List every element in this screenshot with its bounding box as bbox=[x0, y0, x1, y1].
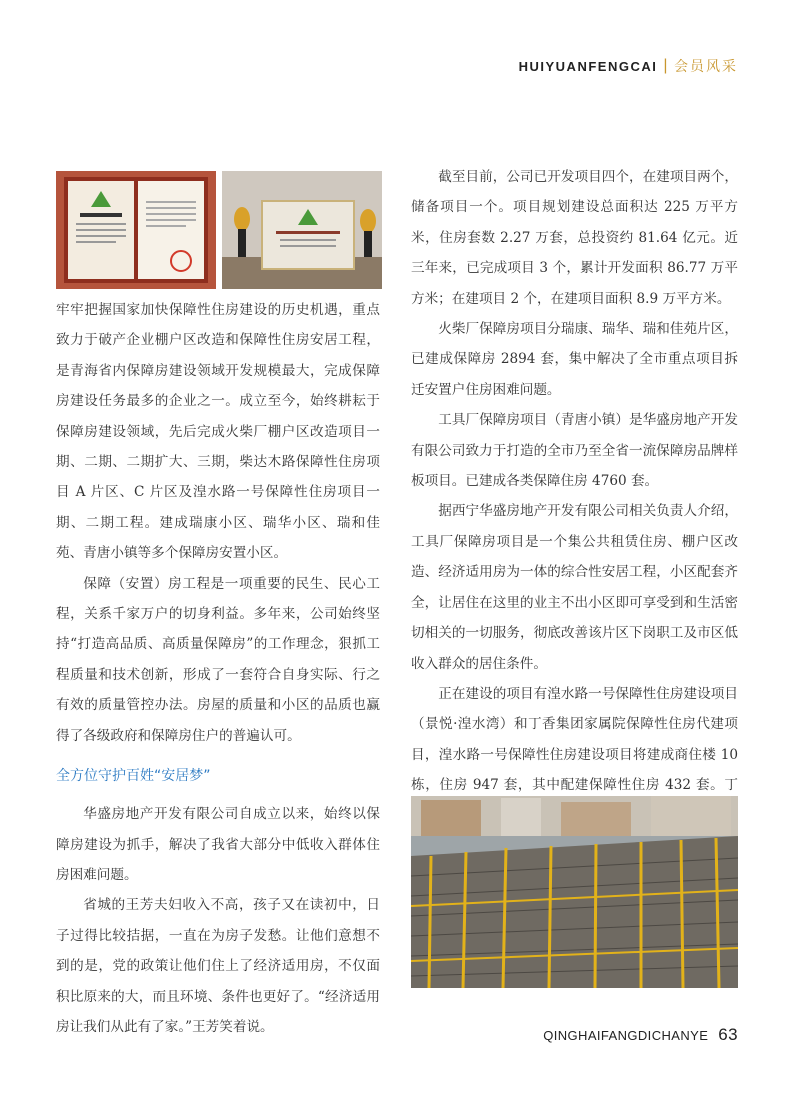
running-header bbox=[519, 56, 738, 76]
section-heading: 全方位守护百姓“安居梦” bbox=[56, 768, 211, 785]
header-column-name: 会员风采 bbox=[674, 58, 738, 74]
paragraph: 据西宁华盛房地产开发有限公司相关负责人介绍，工具厂保障房项目是一个集公共租赁住房、棚户区改造、经济适用房为一体的综合性安居工程，小区配套齐全，让居住在这里的业主不出小区即可享受到和生活密切相关的一切服务，彻底改善该片区下岗职工及市区低收入群众的居住条件。 bbox=[411, 503, 738, 672]
header-column-name-latin: HUIYUANFENGCAI bbox=[518, 58, 658, 74]
paragraph: 牢牢把握国家加快保障性住房建设的历史机遇，重点致力于破产企业棚户区改造和保障性住房安居工程，是青海省内保障房建设领域开发规模最大，完成保障房建设任务最多的企业之一。成立至今，始终耕耘于保障房建设领域，先后完成火柴厂棚户区改造项目一期、二期、二期扩大、三期，柴达木路保障性住房项目 A 片区、C 片区及湟水路一号保障性住房项目一期、二期工程。建成瑞康小区、瑞华小区、瑞和佳苑、青唐小镇等多个保障房安置小区。 bbox=[56, 302, 380, 562]
magazine-name: QINGHAIFANGDICHANYE bbox=[543, 1028, 709, 1043]
paragraph: 保障（安置）房工程是一项重要的民生、民心工程，关系千家万户的切身利益。多年来，公司始终坚持“打造高品质、高质量保障房”的工作理念，狠抓工程质量和技术创新，形成了一套符合自身实际、行之有效的质量管控办法。房屋的质量和小区的品质也赢得了各级政府和保障房住户的普遍认可。 bbox=[56, 575, 380, 744]
left-text-column bbox=[56, 295, 380, 1042]
paragraph: 华盛房地产开发有限公司自成立以来，始终以保障房建设为抓手，解决了我省大部分中低收入群体住房困难问题。 bbox=[56, 806, 380, 883]
paragraph: 正在建设的项目有湟水路一号保障性住房建设项目（景悦·湟水湾）和丁香集团家属院保障性住房代建项目，湟水路一号保障性住房建设项目将建成商住楼 10 栋，住房 947 套，其中配建保障性住房 432 套。丁 bbox=[411, 685, 738, 794]
page-number: 63 bbox=[718, 1025, 738, 1044]
construction-site-photo bbox=[411, 796, 738, 988]
right-text-column bbox=[411, 162, 738, 831]
paragraph: 工具厂保障房项目（青唐小镇）是华盛房地产开发有限公司致力于打造的全市乃至全省一流保障房品牌样板项目。已建成各类保障住房 4760 套。 bbox=[411, 412, 738, 490]
paragraph: 截至目前，公司已开发项目四个，在建项目两个，储备项目一个。项目规划建设总面积达 225 万平方米，住房套数 2.27 万套，总投资约 81.64 亿元。近三年来，已完成项目 3 个，累计开发面积 86.77 万平方米；在建项目 2 个，在建项目面积 8.9 万平方米。 bbox=[411, 169, 738, 307]
page-footer bbox=[543, 1025, 738, 1045]
paragraph: 省城的王芳夫妇收入不高，孩子又在读初中，日子过得比较拮据，一直在为房子发愁。让他们意想不到的是，党的政策让他们住上了经济适用房，不仅面积比原来的大，而且环境、条件也更好了。“经济适用房让我们从此有了家。”王芳笑着说。 bbox=[56, 897, 380, 1035]
award-plaque-photo bbox=[222, 171, 382, 289]
header-separator: | bbox=[663, 57, 668, 74]
paragraph: 火柴厂保障房项目分瑞康、瑞华、瑞和佳苑片区，已建成保障房 2894 套，集中解决了全市重点项目拆迁安置户住房困难问题。 bbox=[411, 321, 738, 398]
certificate-photo bbox=[56, 171, 216, 289]
